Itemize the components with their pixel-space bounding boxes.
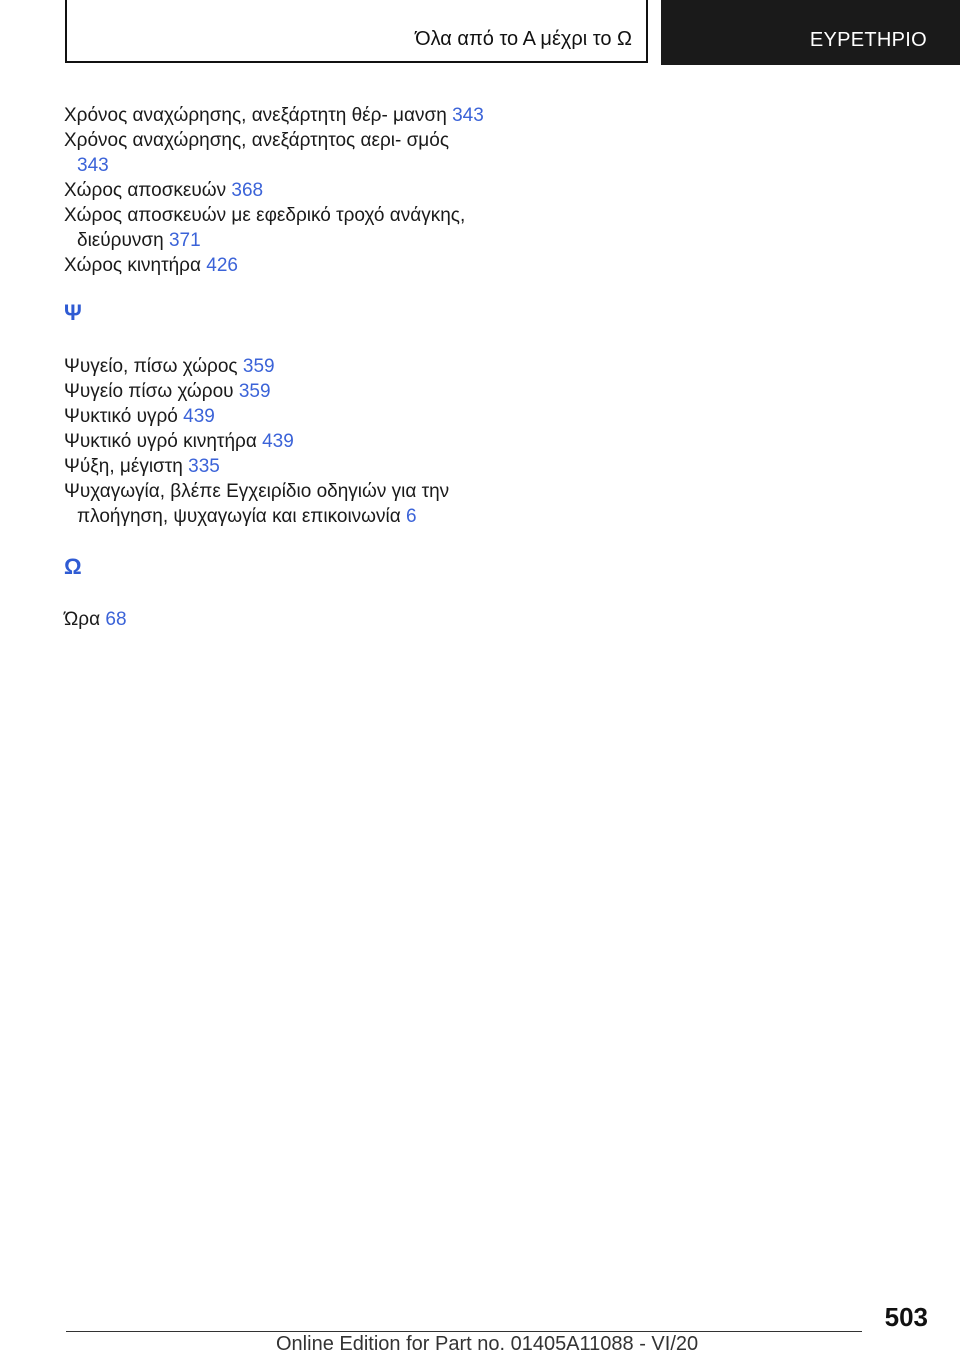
index-entry-text: Χρόνος αναχώρησης, ανεξάρτητος αερι‐ σμός [64, 130, 449, 151]
page-link[interactable]: 343 [452, 105, 484, 126]
index-entry [64, 253, 484, 278]
index-entry-text: Ψύξη, μέγιστη [64, 456, 183, 477]
index-entry [64, 454, 484, 479]
page-link[interactable]: 335 [188, 456, 220, 477]
index-entry [64, 103, 484, 128]
index-entry [64, 379, 484, 404]
index-group-psi [64, 354, 484, 529]
index-entry-text: Χρόνος αναχώρησης, ανεξάρτητη θέρ‐ μανση [64, 105, 447, 126]
index-entry-text: Χώρος αποσκευών με εφεδρικό τροχό ανάγκης, διεύρυνση [64, 205, 466, 251]
footer-divider [66, 1331, 862, 1332]
page-link[interactable]: 368 [231, 180, 264, 201]
page-link[interactable]: 371 [168, 230, 201, 251]
page-number: 503 [884, 1302, 928, 1332]
index-entry [64, 354, 484, 379]
index-entry [64, 203, 484, 253]
index-entry-text: Ψυχαγωγία, βλέπε Εγχειρίδιο οδηγιών για την πλοήγηση, ψυχαγωγία και επικοινωνία [64, 481, 450, 527]
page-link[interactable]: 426 [206, 255, 238, 276]
index-entry [64, 429, 484, 454]
index-entry [64, 479, 484, 529]
header-section-tab [661, 0, 960, 65]
index-entry-text: Χώρος αποσκευών [64, 180, 227, 201]
index-entry [64, 178, 484, 203]
letter-heading-psi: Ψ [64, 300, 82, 325]
header-section-title: ΕΥΡΕΤΗΡΙΟ [809, 29, 927, 51]
index-entry-text: Χώρος κινητήρα [64, 255, 201, 276]
index-entry [64, 404, 484, 429]
page-link[interactable]: 6 [406, 506, 417, 527]
page-link[interactable]: 68 [105, 609, 127, 630]
header-chapter-box [65, 0, 648, 63]
index-entry [64, 607, 484, 632]
index-content [64, 103, 484, 632]
index-group-chi [64, 103, 484, 278]
index-entry-text: Ψυκτικό υγρό [64, 406, 178, 427]
footer-edition-text: Online Edition for Part no. 01405A11088 - VI/20 [276, 1333, 699, 1355]
page-link[interactable]: 439 [183, 406, 215, 427]
page-link[interactable]: 359 [238, 381, 271, 402]
index-entry-text: Ψυκτικό υγρό κινητήρα [64, 431, 257, 452]
index-group-omega [64, 607, 484, 632]
header-chapter-title: Όλα από το Α μέχρι το Ω [415, 28, 632, 50]
index-entry-text: Ώρα [64, 609, 101, 630]
index-entry-text: Ψυγείο, πίσω χώρος [64, 356, 238, 377]
letter-heading-omega: Ω [64, 554, 82, 579]
index-entry-text: Ψυγείο πίσω χώρου [64, 381, 234, 402]
page-link[interactable]: 439 [262, 431, 294, 452]
page-link[interactable]: 359 [242, 356, 275, 377]
page-link[interactable]: 343 [77, 155, 109, 176]
index-entry [64, 128, 484, 178]
